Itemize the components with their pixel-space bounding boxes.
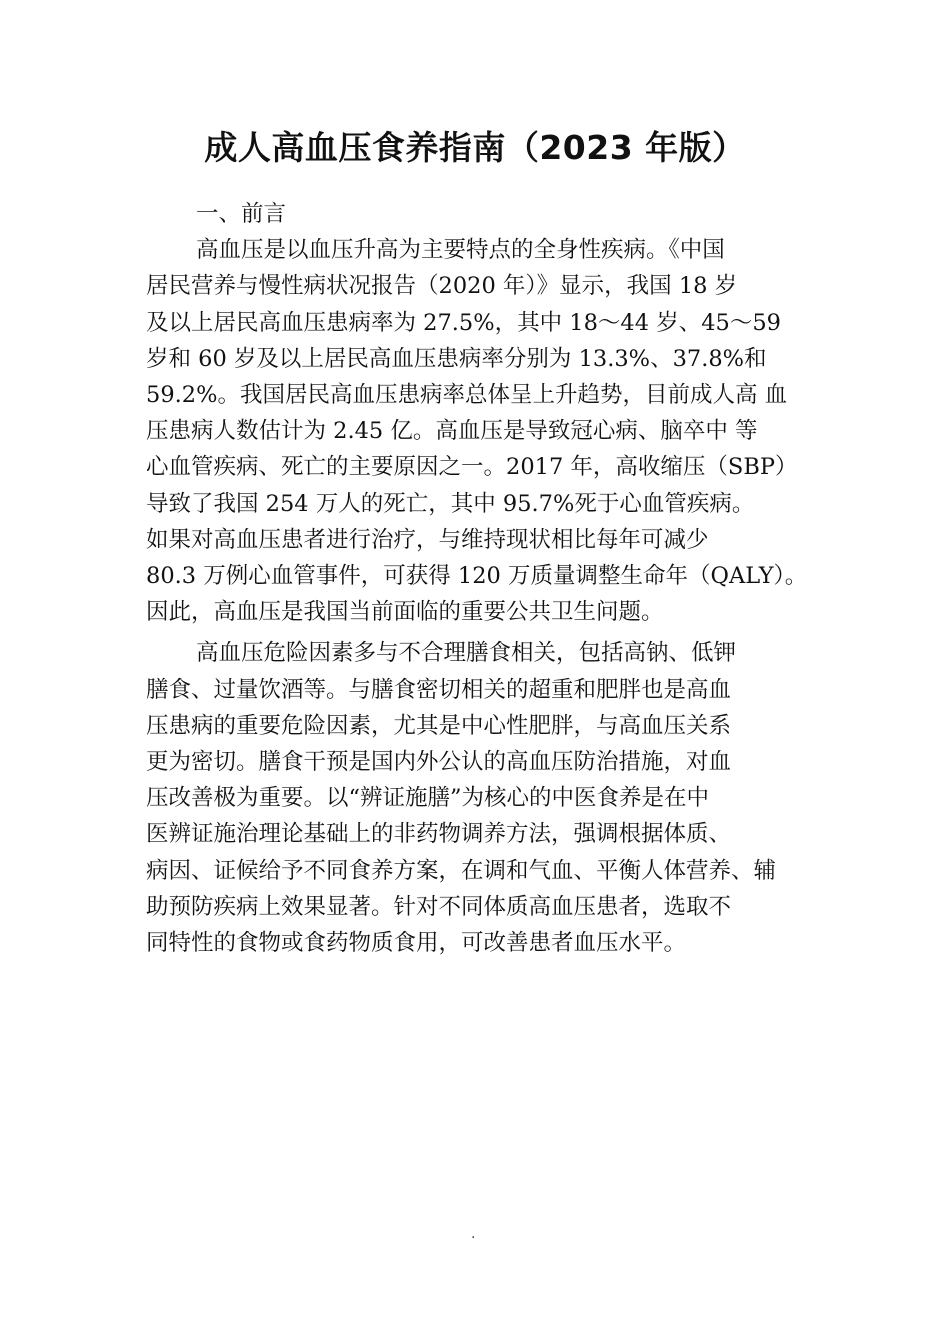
paragraph-line: 导致了我国 254 万人的死亡，其中 95.7%死于心血管疾病。 (146, 490, 755, 517)
paragraph-line: 高血压危险因素多与不合理膳食相关，包括高钠、低钾 (196, 640, 737, 667)
paragraph-2 (146, 635, 836, 961)
paragraph-line: 如果对高血压患者进行治疗，与维持现状相比每年可减少 (146, 526, 709, 553)
document-body (146, 196, 836, 961)
paragraph-line: 高血压是以血压升高为主要特点的全身性疾病。《中国 (196, 237, 725, 264)
document-title: 成人高血压食养指南（2023 年版） (204, 128, 746, 167)
paragraph-line: 80.3 万例心血管事件，可获得 120 万质量调整生命年（QALY）。 (146, 563, 808, 590)
paragraph-line: 更为密切。膳食干预是国内外公认的高血压防治措施，对血 (146, 749, 732, 776)
paragraph-line: 同特性的食物或食药物质食用，可改善患者血压水平。 (146, 930, 687, 957)
paragraph-line: 助预防疾病上效果显著。针对不同体质高血压患者，选取不 (146, 893, 732, 920)
paragraph-line: 压患病人数估计为 2.45 亿。高血压是导致冠心病、脑卒中 等 (146, 418, 758, 445)
paragraph-line: 因此，高血压是我国当前面临的重要公共卫生问题。 (146, 599, 664, 626)
paragraph-line: 及以上居民高血压患病率为 27.5%，其中 18～44 岁、45～59 (146, 309, 781, 336)
section-heading: 一、前言 (196, 201, 287, 227)
paragraph-line: 心血管疾病、死亡的主要原因之一。2017 年，高收缩压（SBP） (146, 454, 798, 481)
paragraph-line: 压患病的重要危险因素，尤其是中心性肥胖，与高血压关系 (146, 712, 732, 739)
paragraph-line: 59.2%。我国居民高血压患病率总体呈上升趋势，目前成人高 血 (146, 382, 788, 409)
paragraph-line: 膳食、过量饮酒等。与膳食密切相关的超重和肥胖也是高血 (146, 676, 732, 703)
paragraph-line: 岁和 60 岁及以上居民高血压患病率分别为 13.3%、37.8%和 (146, 345, 767, 372)
page-number-mark: . (471, 1226, 476, 1242)
paragraph-line: 压改善极为重要。以“辨证施膳”为核心的中医食养是在中 (146, 785, 710, 812)
paragraph-line: 居民营养与慢性病状况报告（2020 年）》显示，我国 18 岁 (146, 273, 738, 300)
paragraph-1 (146, 232, 836, 630)
paragraph-line: 医辨证施治理论基础上的非药物调养方法，强调根据体质、 (146, 821, 732, 848)
paragraph-line: 病因、证候给予不同食养方案，在调和气血、平衡人体营养、辅 (146, 857, 777, 884)
